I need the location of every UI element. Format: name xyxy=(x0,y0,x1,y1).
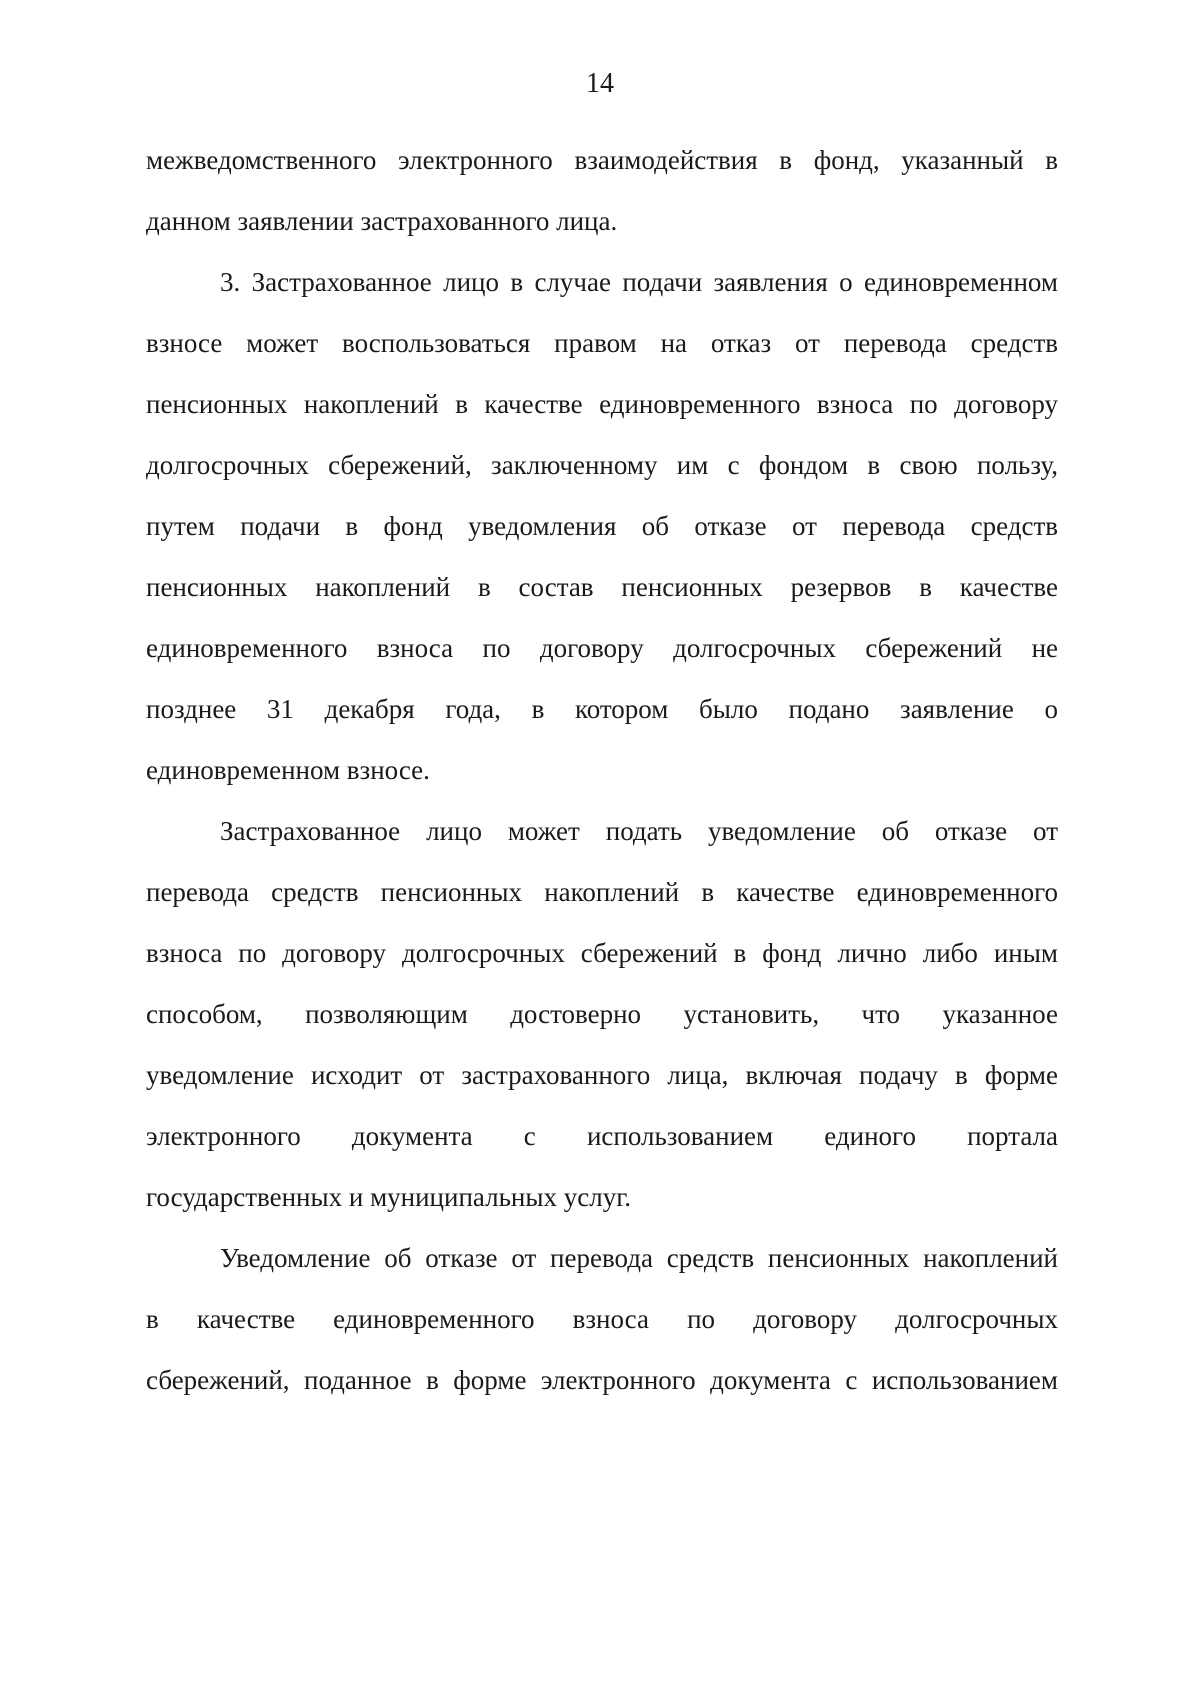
text-line: сбережений, поданное в форме электронного документа с использованием xyxy=(146,1365,1058,1395)
text-line: электронного документа с использованием единого портала xyxy=(146,1121,1058,1151)
paragraph-first-line: Уведомление об отказе от перевода средств пенсионных накоплений xyxy=(220,1243,1058,1273)
text-line: путем подачи в фонд уведомления об отказе от перевода средств xyxy=(146,511,1058,541)
text-line: единовременного взноса по договору долгосрочных сбережений не xyxy=(146,633,1058,663)
page-number: 14 xyxy=(586,68,614,99)
paragraph-first-line: Застрахованное лицо может подать уведомление об отказе от xyxy=(220,816,1058,846)
text-line: перевода средств пенсионных накоплений в качестве единовременного xyxy=(146,877,1058,907)
text-line: уведомление исходит от застрахованного лица, включая подачу в форме xyxy=(146,1060,1058,1090)
text-line: взносе может воспользоваться правом на отказ от перевода средств xyxy=(146,328,1058,358)
text-line: межведомственного электронного взаимодействия в фонд, указанный в xyxy=(146,145,1058,175)
paragraph-first-line: 3. Застрахованное лицо в случае подачи заявления о единовременном xyxy=(220,267,1058,297)
text-line: государственных и муниципальных услуг. xyxy=(146,1182,631,1212)
text-line: способом, позволяющим достоверно установить, что указанное xyxy=(146,999,1058,1029)
text-line: долгосрочных сбережений, заключенному им с фондом в свою пользу, xyxy=(146,450,1058,480)
text-line: данном заявлении застрахованного лица. xyxy=(146,206,618,236)
text-line: пенсионных накоплений в состав пенсионных резервов в качестве xyxy=(146,572,1058,602)
text-line: пенсионных накоплений в качестве единовременного взноса по договору xyxy=(146,389,1058,419)
text-line: взноса по договору долгосрочных сбережений в фонд лично либо иным xyxy=(146,938,1058,968)
text-line: единовременном взносе. xyxy=(146,755,430,785)
text-line: в качестве единовременного взноса по договору долгосрочных xyxy=(146,1304,1058,1334)
text-line: позднее 31 декабря года, в котором было подано заявление о xyxy=(146,694,1058,724)
